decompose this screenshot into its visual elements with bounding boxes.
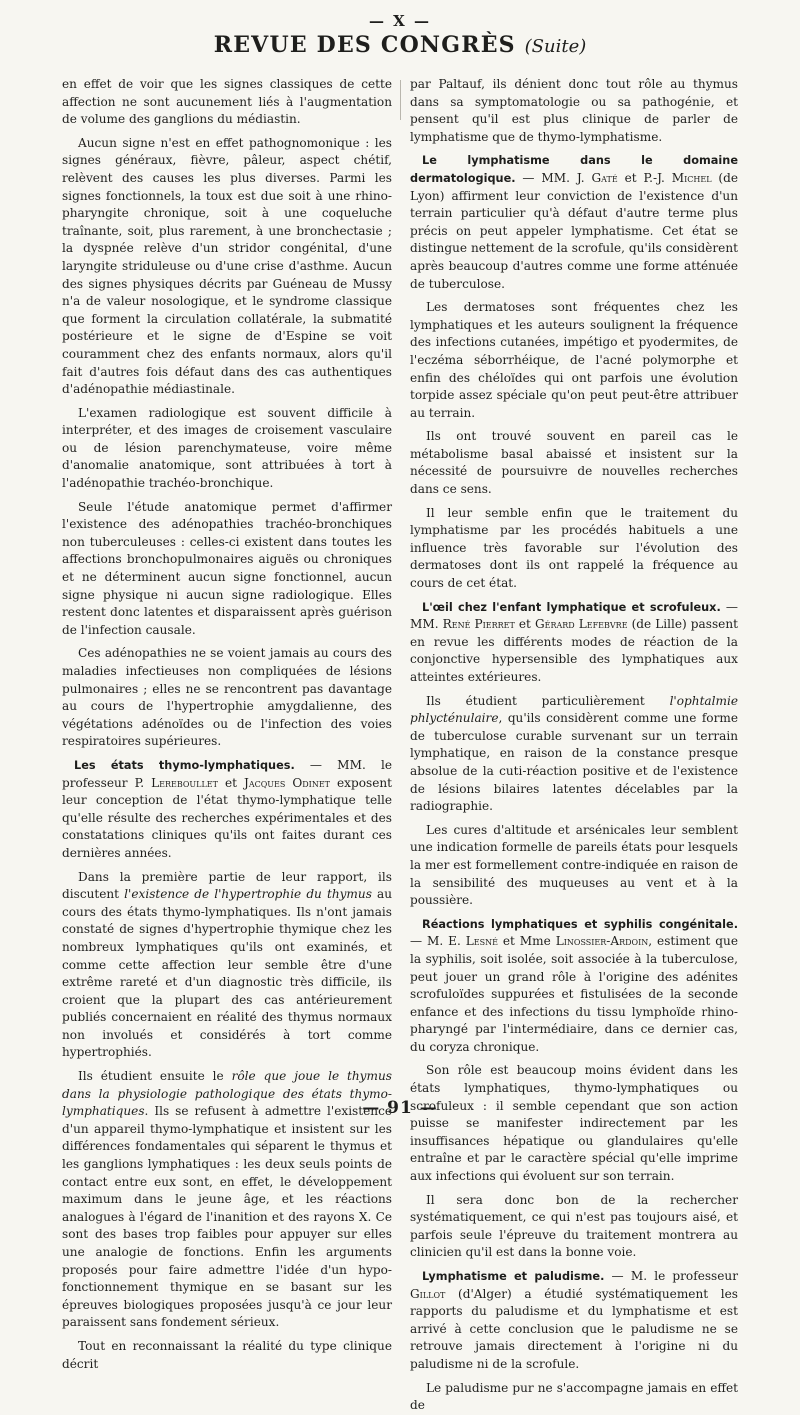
author-name: Lereboullet — [151, 775, 218, 790]
author-name: Gillot — [410, 1286, 446, 1301]
paragraph: Dans la première partie de leur rapport, ils discutent l'existence de l'hypertrophie du thymus au cours des états thymo-lymphatiques. Ils n'ont jamais constaté de signes d'hypertrophie thymique chez les nombreux lymphatiques qu'ils ont examinés, et comme cette affection leur semble être d'une extrême rareté et d'un diagnostic très difficile, ils croient que la plupart des cas antérieurement publiés concernaient en réalité des thymus normaux non involués et considérés à tort comme hypertrophiés. — [62, 869, 393, 1060]
paragraph: Il leur semble enfin que le traitement du lymphatisme par les procédés habituels a une influence très favorable sur l'évolution des dermatoses dont ils ont rappelé la fréquence au cours de cet état. — [410, 505, 738, 591]
paragraph: par Paltauf, ils dénient donc tout rôle au thymus dans sa symptomatologie ou sa pathogénie, et pensent qu'il est plus clinique de parler de lymphatisme que de thymo-lymphatisme. — [410, 77, 738, 144]
author-name: René Pierret — [442, 617, 515, 632]
paragraph: Tout en reconnaissant la réalité du type clinique décrit — [62, 1338, 392, 1371]
paragraph: Aucun signe n'est en effet pathognomonique : les signes généraux, fièvre, pâleur, aspect chétif, relèvent des causes les plus diverses. Parmi les signes fonctionnels, la toux est due soit à une rhino-pharyngite chronique, soit à une coqueluche traînante, soit, plus rarement, à une bronchectasie ; la dyspnée relève d'un stridor congénital, d'une laryngite striduleuse ou d'une crise d'asthme. Aucun des signes physiques décrits par Guéneau de Mussy n'a de valeur nosologique, et le syndrome classique que forment la circulation collatérale, la submatité postérieure et le signe de d'Espine se voit couramment chez des enfants normaux, alors qu'il fait d'autres fois défaut dans des cas authentiques d'adénopathie médiastinale. — [62, 135, 392, 397]
paragraph: L'examen radiologique est souvent difficile à interpréter, et des images de croisement vasculaire ou de lésion parenchymateuse, voire même d'anomalie anatomique, sont attribuées à tort à l'adénopathie trachéo-bronchique. — [62, 405, 392, 491]
author-name: Gérard Lefebvre — [534, 617, 628, 632]
section-heading: L'œil chez l'enfant lymphatique et scrofuleux. — [422, 600, 721, 614]
paragraph: Ils étudient ensuite le rôle que joue le thymus dans la physiologie pathologique des états thymo-lymphatiques. Ils se refusent à admettre l'existence d'un appareil thymo-lymphatique et insistent sur les différences fondamentales qui séparent le thymus et les ganglions lymphatiques : les deux seuls points de contact entre eux sont, en effet, le développement maximum dans le jeune âge, et les réactions analogues à l'égard de l'inanition et des rayons X. Ce sont des bases trop faibles pour appuyer sur elles une analogie de fonctions. Enfin les arguments proposés pour faire admettre l'idée d'un hypo-fonctionnement thymique en se basant sur les épreuves biologiques proposées jusqu'à ce jour leur paraissent sans fondement sérieux. — [62, 1069, 392, 1330]
section-page-marker: — X — — [368, 12, 432, 30]
author-name: Linossier-Ardoin — [555, 934, 649, 949]
paragraph: Il sera donc bon de la rechercher systématiquement, ce qui n'est pas toujours aisé, et parfois seule l'épreuve du traitement montrera au clinicien qu'il est dans la bonne voie. — [410, 1192, 738, 1260]
section-heading: Réactions lymphatiques et syphilis congénitale. — [422, 917, 738, 931]
title-suite: (Suite) — [524, 36, 587, 57]
author-name: Michel — [671, 170, 712, 185]
paragraph: Le paludisme pur ne s'accompagne jamais en effet de — [410, 1380, 738, 1413]
journal-title — [0, 32, 800, 58]
paragraph: Les dermatoses sont fréquentes chez les lymphatiques et les auteurs soulignent la fréquence des infections cutanées, impétigo et pyodermites, de l'eczéma séborrhéique, de l'acné polymorphe et enfin des chéloïdes qui ont parfois une évolution torpide assez spéciale qu'on peut peut-être attribuer au terrain. — [410, 300, 738, 420]
section-paludisme: Lymphatisme et paludisme. — M. le professeur Gillot (d'Alger) a étudié systématiquement les rapports du paludisme et du lymphatisme et est arrivé à cette conclusion que le paludisme ne se retrouve jamais directement à l'origine ni du paludisme ni de la scrofule. — [410, 1269, 738, 1371]
author-name: Lesné — [465, 934, 498, 949]
page-header — [0, 12, 800, 58]
right-column — [410, 76, 739, 1413]
title-text: REVUE DES CONGRÈS — [213, 32, 516, 58]
section-syphilis: Réactions lymphatiques et syphilis congénitale. — M. E. Lesné et Mme Linossier-Ardoin, estiment que la syphilis, soit isolée, soit associée à la tuberculose, peut jouer un grand rôle à l'origine des adénites scrofuloïdes suppurées et fistulisées de la seconde enfance et des infections du tissu lymphoïde rhino-pharyngé par l'intermédiaire, dans ce dernier cas, du coryza chronique. — [410, 917, 738, 1054]
section-heading: Les états thymo-lymphatiques. — [74, 758, 295, 772]
left-column — [62, 76, 393, 1371]
paragraph: en effet de voir que les signes classiques de cette affection ne sont aucunement liés à l'augmentation de volume des ganglions du médiastin. — [62, 77, 392, 127]
page-number: — 91 — — [362, 1098, 438, 1118]
paragraph: Ces adénopathies ne se voient jamais au cours des maladies infectieuses non compliquées de lésions pulmonaires ; elles ne se rencontrent pas davantage au cours de l'hypertrophie amygdalienne, des végétations adénoïdes ou de l'infection des voies respiratoires supérieures. — [62, 646, 392, 749]
section-dermatologique: Le lymphatisme dans le domaine dermatologique. — MM. J. Gaté et P.-J. Michel (de Lyon) affirment leur conviction de l'existence d'un terrain particulier qu'à défaut d'autre terme plus précis on peut appeler lymphatisme. Cet état se distingue nettement de la scrofule, qu'ils considèrent après beaucoup d'autres comme une forme atténuée de tuberculose. — [410, 154, 739, 291]
section-oeil-enfant: L'œil chez l'enfant lymphatique et scrofuleux. — MM. René Pierret et Gérard Lefebvre (de Lille) passent en revue les différents modes de réaction de la conjonctive hypersensible des lymphatiques aux atteintes extérieures. — [410, 599, 738, 684]
section-thymo-lymphatiques: Les états thymo-lymphatiques. — MM. le professeur P. Lereboullet et Jacques Odinet exposent leur conception de l'état thymo-lymphatique telle qu'elle résulte des recherches expérimentales et des constatations cliniques qu'ils ont faites durant ces dernières années. — [62, 757, 392, 860]
paragraph: Son rôle est beaucoup moins évident dans les états lymphatiques, thymo-lymphatiques ou scrofuleux : il semble cependant que son action puisse se manifester indirectement par les insuffisances hépatique ou glandulaires qu'elle entraîne et par le caractère spécial qu'elle imprime aux infections qui évoluent sur son terrain. — [410, 1063, 738, 1184]
paragraph: Seule l'étude anatomique permet d'affirmer l'existence des adénopathies trachéo-bronchiques non tuberculeuses : celles-ci existent dans toutes les affections bronchopulmonaires aiguës ou chroniques et ne déterminent aucun signe fonctionnel, aucun signe physique ni aucun signe radiologique. Elles restent donc latentes et disparaissent après guérison de l'infection causale. — [62, 499, 392, 637]
author-name: Jacques Odinet — [243, 775, 330, 790]
paragraph: Ils étudient particulièrement l'ophtalmie phlycténulaire, qu'ils considèrent comme une forme de tuberculose curable survenant sur un terrain lymphatique, en raison de la constance presque absolue de la cuti-réaction positive et de l'existence de lésions bilaires latentes décelables par la radiographie. — [410, 693, 738, 814]
section-heading: Lymphatisme et paludisme. — [422, 1270, 605, 1283]
author-name: Gaté — [591, 170, 618, 185]
section-heading: Le lymphatisme dans le domaine dermatologique. — [410, 154, 738, 185]
paragraph: Les cures d'altitude et arsénicales leur semblent une indication formelle de pareils états pour lesquels la mer est formellement contre-indiquée en raison de la sensibilité des muqueuses au vent et à la poussière. — [410, 822, 738, 908]
column-divider-mark — [400, 80, 401, 120]
paragraph: Ils ont trouvé souvent en pareil cas le métabolisme basal abaissé et insistent sur la nécessité de poursuivre de nouvelles recherches dans ce sens. — [410, 429, 738, 497]
